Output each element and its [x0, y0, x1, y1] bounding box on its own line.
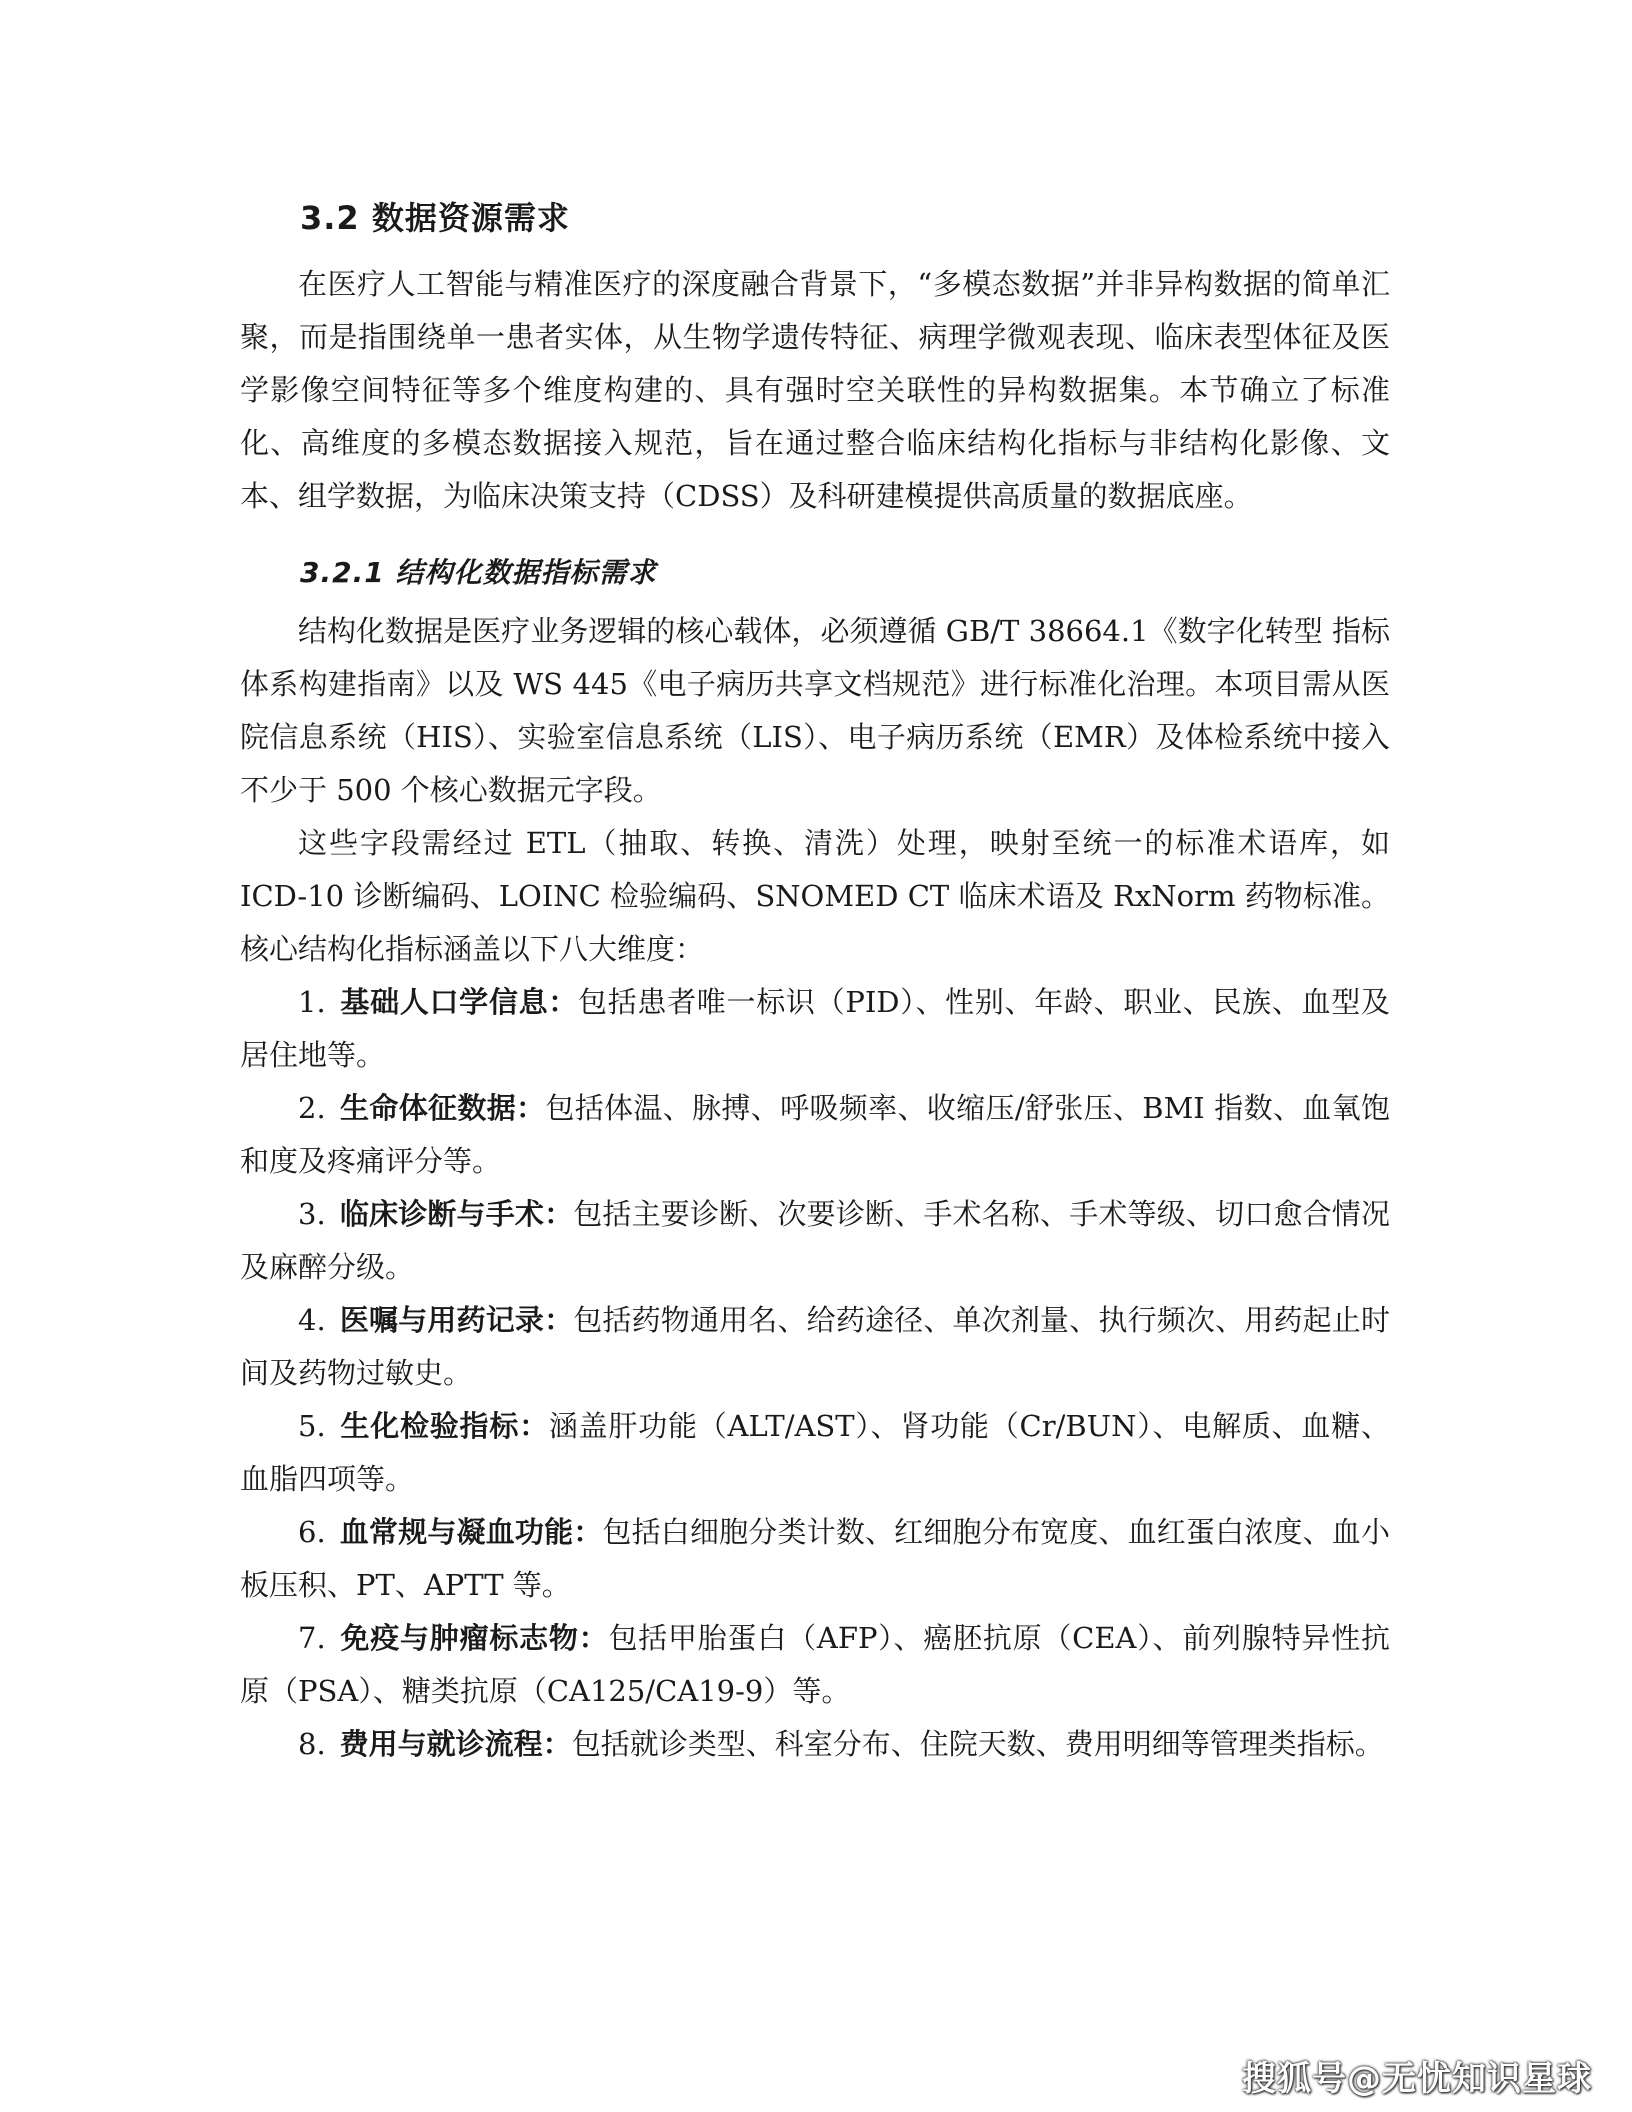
list-item	[240, 976, 1390, 1082]
list-item-text: 包括白细胞分类计数、红细胞分布宽度、血红蛋白浓度、血小板压积、PT、APTT 等。	[240, 1515, 1390, 1602]
list-item-number: 6.	[298, 1515, 326, 1549]
list-item	[240, 1082, 1390, 1188]
list-item-term: 临床诊断与手术：	[339, 1197, 574, 1231]
list-item-number: 4.	[298, 1303, 326, 1337]
list-item-number: 8.	[298, 1727, 326, 1761]
list-item-text: 包括甲胎蛋白（AFP）、癌胚抗原（CEA）、前列腺特异性抗原（PSA）、糖类抗原（CA125/CA19-9）等。	[240, 1621, 1390, 1708]
list-item	[240, 1400, 1390, 1506]
list-item-text: 包括就诊类型、科室分布、住院天数、费用明细等管理类指标。	[571, 1727, 1384, 1761]
dimension-list	[240, 976, 1390, 1771]
list-item-number: 3.	[298, 1197, 326, 1231]
subsection-paragraph-2: 这些字段需经过 ETL（抽取、转换、清洗）处理，映射至统一的标准术语库，如 ICD-10 诊断编码、LOINC 检验编码、SNOMED CT 临床术语及 RxNorm 药物标准。核心结构化指标涵盖以下八大维度：	[240, 826, 1390, 966]
list-item-number: 5.	[298, 1409, 326, 1443]
subsection-heading: 3.2.1 结构化数据指标需求	[300, 556, 657, 589]
list-item-text: 包括主要诊断、次要诊断、手术名称、手术等级、切口愈合情况及麻醉分级。	[240, 1197, 1390, 1284]
section-intro-paragraph: 在医疗人工智能与精准医疗的深度融合背景下，“多模态数据”并非异构数据的简单汇聚，而是指围绕单一患者实体，从生物学遗传特征、病理学微观表现、临床表型体征及医学影像空间特征等多个维度构建的、具有强时空关联性的异构数据集。本节确立了标准化、高维度的多模态数据接入规范，旨在通过整合临床结构化指标与非结构化影像、文本、组学数据，为临床决策支持（CDSS）及科研建模提供高质量的数据底座。	[240, 267, 1390, 513]
list-item-text: 包括体温、脉搏、呼吸频率、收缩压/舒张压、BMI 指数、血氧饱和度及疼痛评分等。	[240, 1091, 1390, 1178]
list-item	[240, 1294, 1390, 1400]
list-item-term: 生命体征数据：	[339, 1091, 546, 1125]
list-item-text: 涵盖肝功能（ALT/AST）、肾功能（Cr/BUN）、电解质、血糖、血脂四项等。	[240, 1409, 1390, 1496]
list-item-number: 2.	[298, 1091, 326, 1125]
watermark: 搜狐号@无忧知识星球	[1242, 2059, 1592, 2099]
list-item-term: 免疫与肿瘤标志物：	[339, 1621, 609, 1655]
list-item-term: 生化检验指标：	[339, 1409, 549, 1443]
list-item-number: 1.	[298, 985, 326, 1019]
section-heading: 3.2 数据资源需求	[300, 199, 570, 237]
list-item-term: 医嘱与用药记录：	[339, 1303, 574, 1337]
list-item-text: 包括药物通用名、给药途径、单次剂量、执行频次、用药起止时间及药物过敏史。	[240, 1303, 1390, 1390]
subsection-paragraph-1: 结构化数据是医疗业务逻辑的核心载体，必须遵循 GB/T 38664.1《数字化转型 指标体系构建指南》以及 WS 445《电子病历共享文档规范》进行标准化治理。本项目需从医院信息系统（HIS）、实验室信息系统（LIS）、电子病历系统（EMR）及体检系统中接入不少于 500 个核心数据元字段。	[240, 614, 1390, 807]
list-item-number: 7.	[298, 1621, 326, 1655]
list-item	[240, 1188, 1390, 1294]
list-item-term: 费用与就诊流程：	[339, 1727, 572, 1761]
list-item-term: 血常规与凝血功能：	[339, 1515, 603, 1549]
list-item	[240, 1612, 1390, 1718]
list-item	[240, 1718, 1390, 1771]
list-item	[240, 1506, 1390, 1612]
list-item-term: 基础人口学信息：	[339, 985, 578, 1019]
document-page	[240, 180, 1390, 1771]
list-item-text: 包括患者唯一标识（PID）、性别、年龄、职业、民族、血型及居住地等。	[240, 985, 1390, 1072]
